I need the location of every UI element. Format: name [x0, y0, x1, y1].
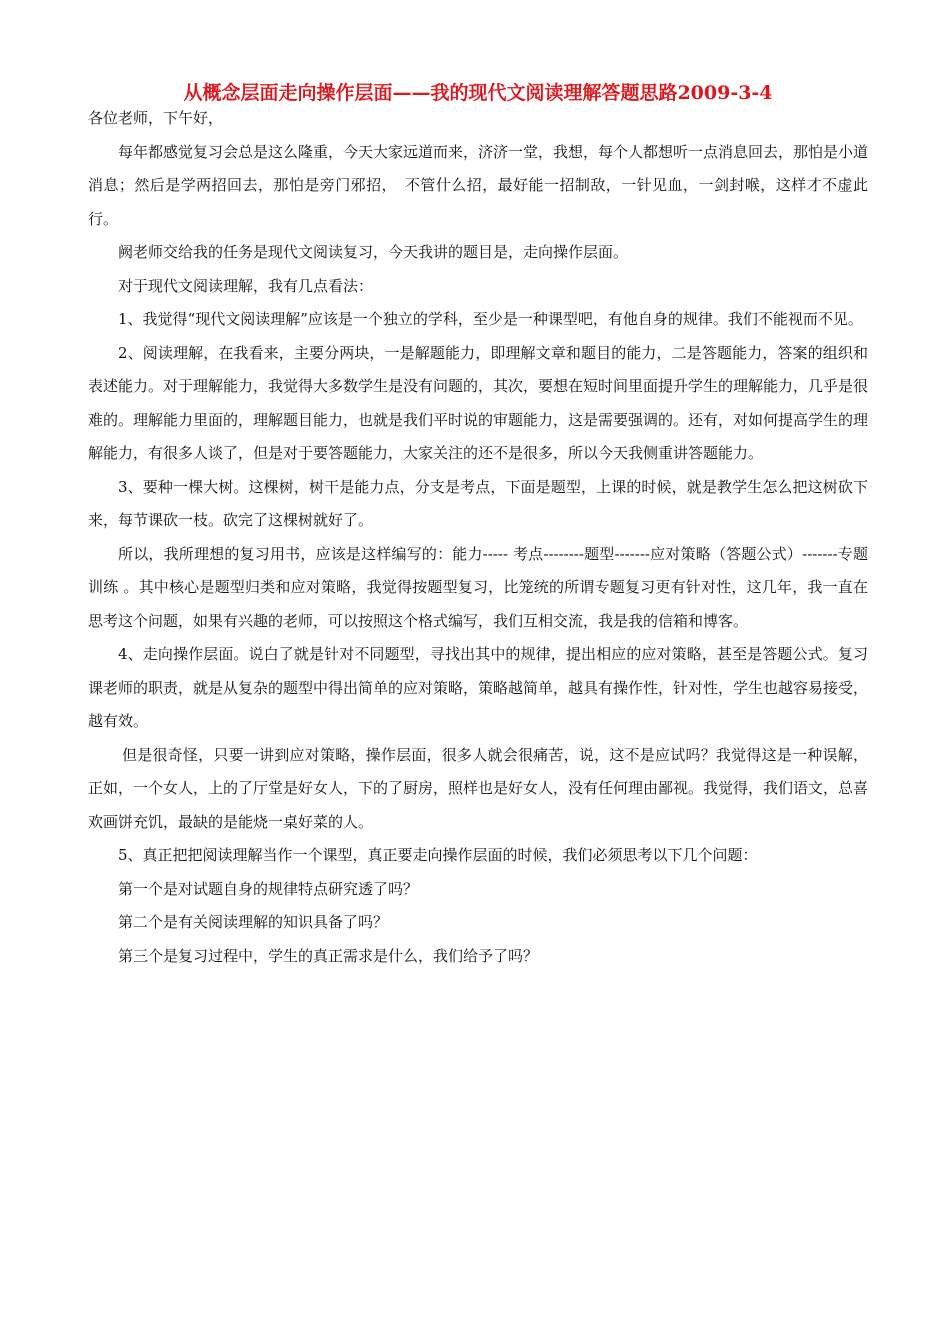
paragraph: 2、阅读理解，在我看来，主要分两块，一是解题能力，即理解文章和题目的能力，二是答题能力，答案的组织和表述能力。对于理解能力，我觉得大多数学生是没有问题的，其次，要想在短时间里面提升学生的理解能力，几乎是很难的。理解能力里面的，理解题目能力，也就是我们平时说的审题能力，这是需要强调的。还有，对如何提高学生的理解能力，有很多人谈了，但是对于要答题能力，大家关注的还不是很多，所以今天我侧重讲答题能力。 — [88, 343, 869, 462]
question-item: 第一个是对试题自身的规律特点研究透了吗？ — [118, 879, 419, 898]
paragraph: 每年都感觉复习会总是这么隆重，今天大家远道而来，济济一堂，我想，每个人都想听一点消息回去，那怕是小道消息；然后是学两招回去，那怕是旁门邪招， 不管什么招，最好能一招制敌，一针见血，一剑封喉，这样才不虚此行。 — [88, 142, 869, 228]
paragraph: 3、要种一棵大树。这棵树，树干是能力点，分支是考点，下面是题型，上课的时候，就是教学生怎么把这树砍下来，每节课砍一枝。砍完了这棵树就好了。 — [88, 477, 868, 529]
paragraph: 所以，我所理想的复习用书，应该是这样编写的：能力----- 考点--------题型-------应对策略（答题公式）-------专题训练 。其中核心是题型归类和应对策略，我觉得按题型复习，比笼统的所谓专题复习更有针对性，这几年，我一直在思考这个问题，如果有兴趣的老师，可以按照这个格式编写，我们互相交流，我是我的信箱和博客。 — [88, 544, 868, 630]
paragraph: 4、走向操作层面。说白了就是针对不同题型，寻找出其中的规律，提出相应的应对策略，甚至是答题公式。复习课老师的职责，就是从复杂的题型中得出简单的应对策略，策略越简单，越具有操作性，针对性，学生也越容易接受，越有效。 — [88, 645, 869, 730]
paragraph: 但是很奇怪，只要一讲到应对策略，操作层面，很多人就会很痛苦，说，这不是应试吗？我觉得这是一种误解，正如，一个女人，上的了厅堂是好女人，下的了厨房，照样也是好女人，没有任何理由鄙视。我觉得，我们语文，总喜欢画饼充饥，最缺的是能烧一桌好菜的人。 — [88, 745, 869, 831]
paragraph: 阙老师交给我的任务是现代文阅读复习，今天我讲的题目是，走向操作层面。 — [118, 243, 629, 261]
paragraph: 对于现代文阅读理解，我有几点看法： — [118, 276, 374, 295]
question-item: 第二个是有关阅读理解的知识具备了吗？ — [118, 913, 389, 931]
document-title: 从概念层面走向操作层面——我的现代文阅读理解答题思路2009-3-4 — [183, 82, 773, 104]
paragraph: 1、我觉得“现代文阅读理解”应该是一个独立的学科，至少是一种课型吧，有他自身的规律。我们不能视而不见。 — [118, 310, 863, 328]
paragraph: 5、真正把把阅读理解当作一个课型，真正要走向操作层面的时候，我们必须思考以下几个问题： — [118, 846, 758, 864]
question-item: 第三个是复习过程中，学生的真正需求是什么，我们给予了吗？ — [118, 946, 539, 965]
document-body — [88, 102, 868, 973]
greeting-paragraph: 各位老师，下午好， — [88, 109, 224, 127]
